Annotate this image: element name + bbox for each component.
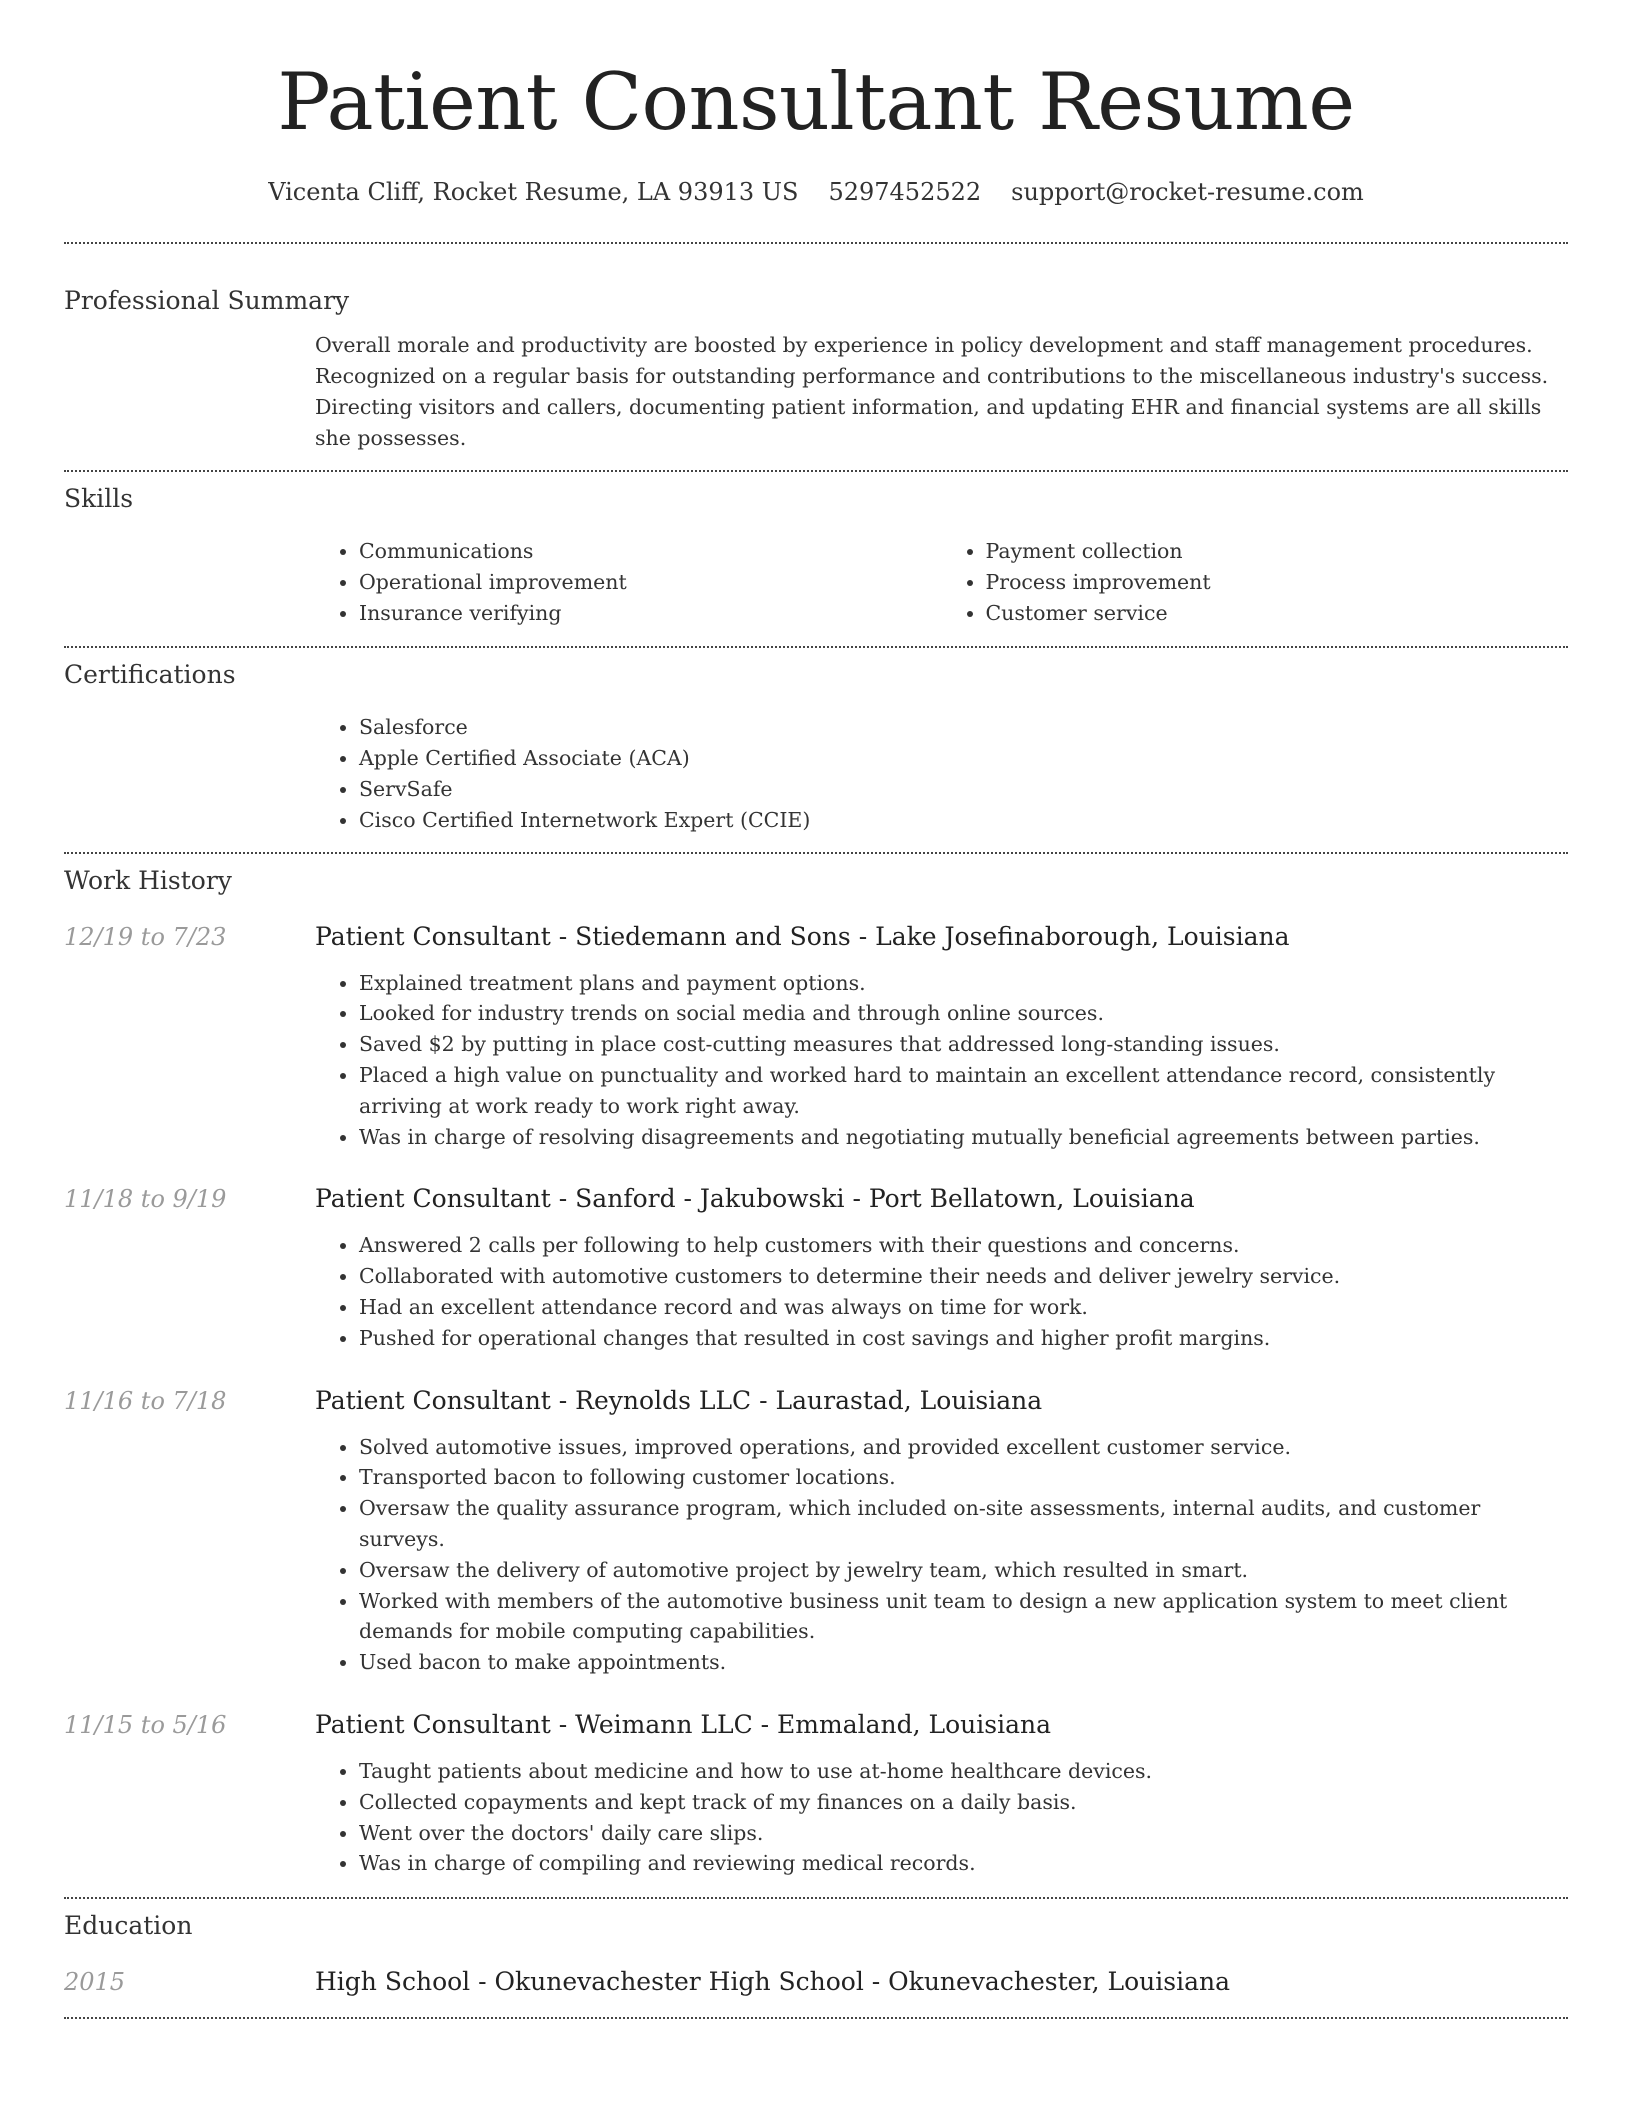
- job-bullet: • Collaborated with automotive customers to determine their needs and deliver jewelry service.: [359, 1261, 1568, 1292]
- job-dates: 11/18 to 9/19: [64, 1185, 227, 1214]
- education-header: [64, 1965, 1568, 1999]
- skill-item: • Process improvement: [986, 567, 1569, 598]
- job-bullet: • Oversaw the delivery of automotive project by jewelry team, which resulted in smart.: [359, 1555, 1568, 1586]
- job-title: Patient Consultant - Stiedemann and Sons - Lake Josefinaborough, Louisiana: [315, 921, 1290, 951]
- job-bullet: • Saved $2 by putting in place cost-cutting measures that addressed long-standing issues.: [359, 1029, 1568, 1060]
- job-bullet: • Went over the doctors' daily care slips.: [359, 1818, 1568, 1849]
- job-bullet: • Looked for industry trends on social media and through online sources.: [359, 998, 1568, 1029]
- resume-title: Patient Consultant Resume: [277, 56, 1355, 148]
- job-header: [64, 920, 1568, 954]
- job-entry: [64, 920, 1568, 1153]
- job-header: [64, 1182, 1568, 1216]
- skill-item: • Customer service: [986, 598, 1569, 629]
- skills-column-2: [942, 536, 1569, 628]
- job-bullet: • Oversaw the quality assurance program, which included on-site assessments, internal audits, and customer surveys.: [359, 1493, 1568, 1555]
- job-bullet: • Had an excellent attendance record and was always on time for work.: [359, 1292, 1568, 1323]
- job-dates: 12/19 to 7/23: [64, 922, 227, 951]
- skills-grid: [315, 536, 1568, 628]
- job-bullets: [315, 968, 1568, 1153]
- job-bullet: • Was in charge of compiling and reviewing medical records.: [359, 1848, 1568, 1879]
- contact-email: support@rocket-resume.com: [1011, 178, 1364, 206]
- job-bullet: • Answered 2 calls per following to help customers with their questions and concerns.: [359, 1230, 1568, 1261]
- section-title-education: Education: [64, 1911, 193, 1941]
- divider: [64, 242, 1568, 244]
- job-bullet: • Transported bacon to following customer locations.: [359, 1462, 1568, 1493]
- job-bullet: • Taught patients about medicine and how to use at-home healthcare devices.: [359, 1756, 1568, 1787]
- job-bullets: [315, 1432, 1568, 1678]
- divider: [64, 2017, 1568, 2019]
- certification-item: • Cisco Certified Internetwork Expert (CCIE): [359, 805, 1568, 836]
- divider: [64, 1897, 1568, 1899]
- summary-content: [315, 330, 1568, 454]
- job-bullet: • Placed a high value on punctuality and worked hard to maintain an excellent attendance record, consistently arriving at work ready to work right away.: [359, 1060, 1568, 1122]
- divider: [64, 646, 1568, 648]
- job-title: Patient Consultant - Reynolds LLC - Laurastad, Louisiana: [315, 1385, 1043, 1415]
- skill-item: • Communications: [359, 536, 942, 567]
- job-title: Patient Consultant - Weimann LLC - Emmaland, Louisiana: [315, 1709, 1052, 1739]
- skill-item: • Insurance verifying: [359, 598, 942, 629]
- job-entry: [64, 1182, 1568, 1353]
- job-bullet: • Used bacon to make appointments.: [359, 1647, 1568, 1678]
- job-header: [64, 1384, 1568, 1418]
- job-bullet: • Worked with members of the automotive business unit team to design a new application system to meet client demands for mobile computing capabilities.: [359, 1586, 1568, 1648]
- summary-text: Overall morale and productivity are boosted by experience in policy development and staff management procedures. Recognized on a regular basis for outstanding performance and contributions to the miscellaneous industry's success. Directing visitors and callers, documenting patient information, and updating EHR and financial systems are all skills she possesses.: [315, 333, 1549, 450]
- job-bullets: [315, 1756, 1568, 1879]
- certifications-content: [315, 712, 1568, 835]
- education-year: 2015: [64, 1968, 126, 1997]
- section-title-certifications: Certifications: [64, 660, 236, 690]
- contact-line: [64, 176, 1568, 208]
- skills-column-1: [315, 536, 942, 628]
- contact-phone: 5297452522: [828, 178, 982, 206]
- skill-item: • Payment collection: [986, 536, 1569, 567]
- certifications-list: [315, 712, 1568, 835]
- job-bullet: • Explained treatment plans and payment options.: [359, 968, 1568, 999]
- education-title: High School - Okunevachester High School - Okunevachester, Louisiana: [315, 1967, 1230, 1997]
- section-title-skills: Skills: [64, 484, 134, 513]
- job-bullets: [315, 1230, 1568, 1353]
- job-bullet: • Pushed for operational changes that resulted in cost savings and higher profit margins.: [359, 1323, 1568, 1354]
- job-bullet: • Collected copayments and kept track of my finances on a daily basis.: [359, 1787, 1568, 1818]
- job-bullet: • Was in charge of resolving disagreements and negotiating mutually beneficial agreements between parties.: [359, 1122, 1568, 1153]
- job-entry: [64, 1384, 1568, 1678]
- certification-item: • ServSafe: [359, 774, 1568, 805]
- skill-item: • Operational improvement: [359, 567, 942, 598]
- job-dates: 11/15 to 5/16: [64, 1710, 227, 1739]
- job-bullet: • Solved automotive issues, improved operations, and provided excellent customer service.: [359, 1432, 1568, 1463]
- section-title-summary: Professional Summary: [64, 286, 350, 315]
- job-dates: 11/16 to 7/18: [64, 1386, 227, 1415]
- divider: [64, 470, 1568, 472]
- certification-item: • Apple Certified Associate (ACA): [359, 743, 1568, 774]
- job-header: [64, 1708, 1568, 1742]
- certification-item: • Salesforce: [359, 712, 1568, 743]
- divider: [64, 852, 1568, 854]
- job-title: Patient Consultant - Sanford - Jakubowski - Port Bellatown, Louisiana: [315, 1184, 1195, 1214]
- section-title-work-history: Work History: [64, 865, 232, 895]
- education-entry: [64, 1965, 1568, 1999]
- contact-address: Vicenta Cliff, Rocket Resume, LA 93913 US: [268, 178, 799, 206]
- job-entry: [64, 1708, 1568, 1879]
